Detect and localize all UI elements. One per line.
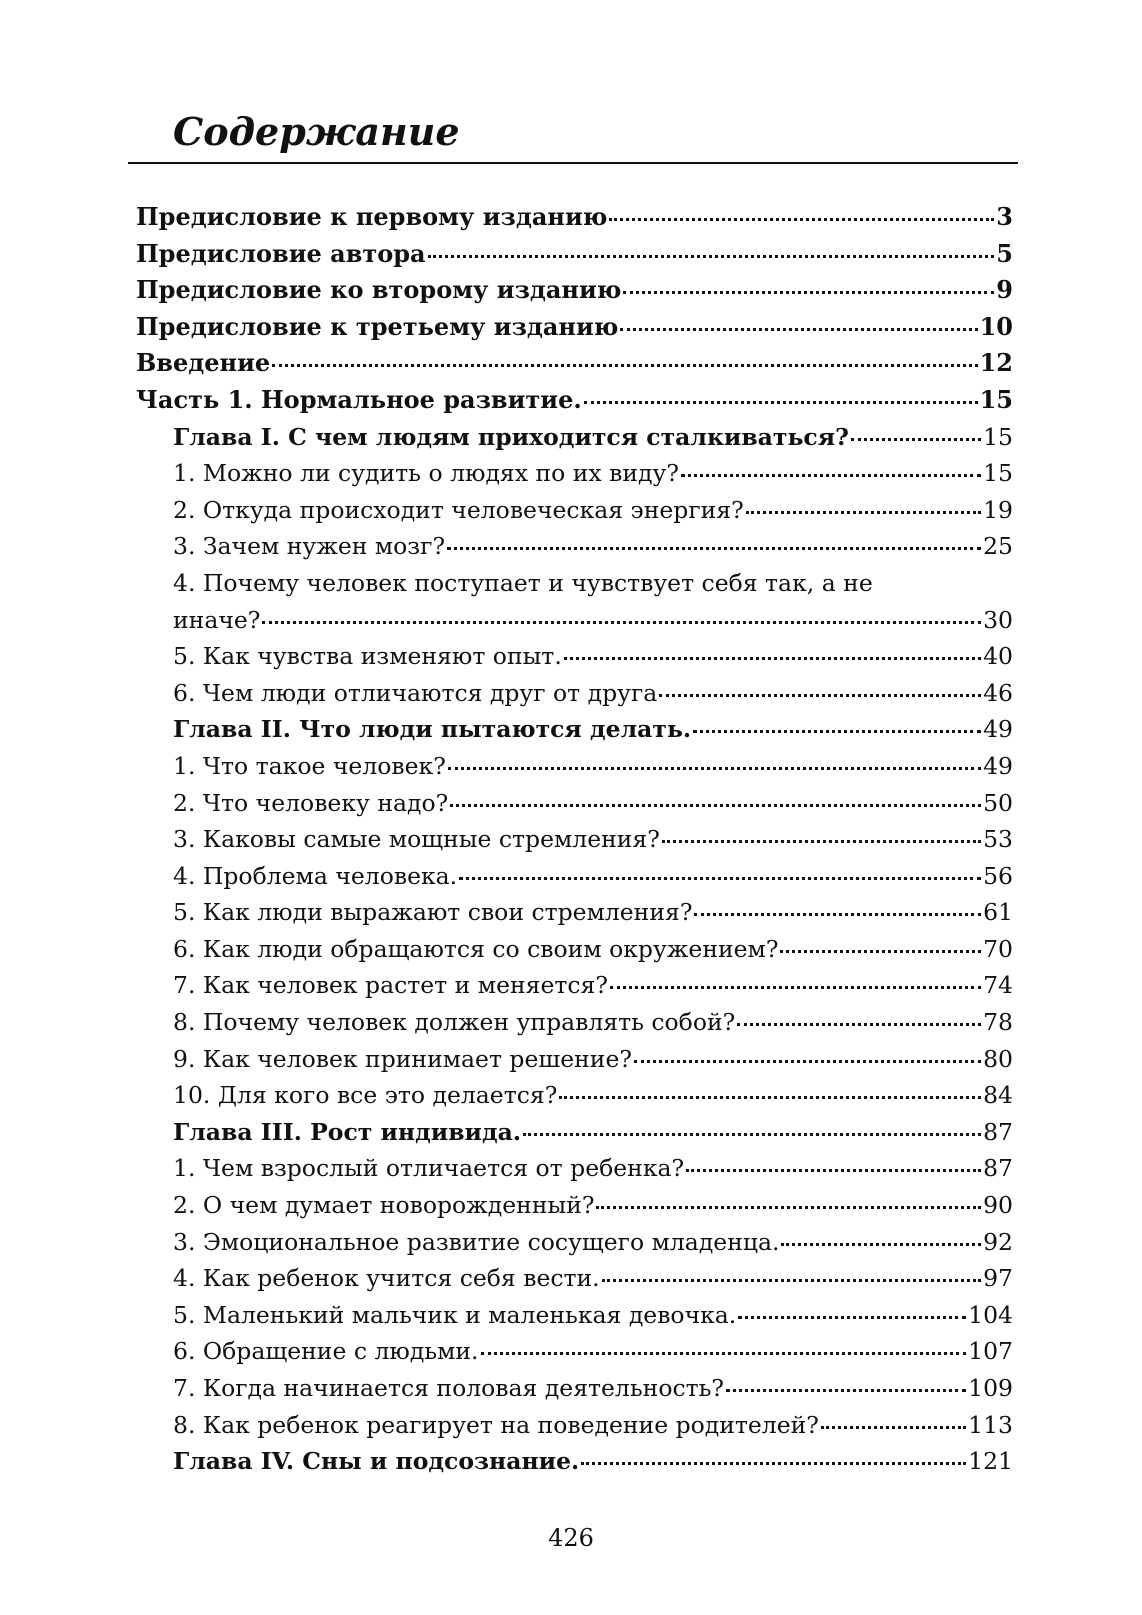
dot-leader xyxy=(262,620,981,624)
toc-entry-label: 4. Как ребенок учится себя вести. xyxy=(173,1264,600,1293)
toc-entry-page: 15 xyxy=(983,459,1013,488)
toc-entry-row xyxy=(136,345,1013,382)
toc-entry-row xyxy=(136,382,1013,419)
toc-entry-page: 87 xyxy=(983,1117,1013,1146)
toc-entry-row xyxy=(173,711,1013,748)
toc-entry-row xyxy=(173,967,1013,1004)
toc-entry-label: Предисловие автора xyxy=(136,238,426,268)
toc-entry-label: 6. Как люди обращаются со своим окружением? xyxy=(173,934,779,963)
toc-entry xyxy=(136,455,1013,492)
dot-leader xyxy=(609,217,994,221)
toc-entry-page: 40 xyxy=(983,642,1013,671)
toc-entry xyxy=(136,1041,1013,1078)
toc-entry-label: 2. Откуда происходит человеческая энергия? xyxy=(173,495,744,524)
toc-entry xyxy=(136,1370,1013,1407)
toc-entry-page: 30 xyxy=(983,605,1013,634)
toc-entry-label: Глава II. Что люди пытаются делать. xyxy=(173,715,692,744)
toc-entry xyxy=(136,492,1013,529)
toc-entry-page: 61 xyxy=(983,898,1013,927)
toc-entry-page: 49 xyxy=(983,715,1013,744)
toc-entry-label: 6. Обращение с людьми. xyxy=(173,1337,479,1366)
toc-entry-label: 5. Как чувства изменяют опыт. xyxy=(173,642,562,671)
dot-leader xyxy=(584,400,978,404)
toc-entry-row xyxy=(173,1077,1013,1114)
toc-entry xyxy=(136,1333,1013,1370)
toc-entry-row xyxy=(173,602,1013,639)
toc-entry-page: 50 xyxy=(983,788,1013,817)
dot-leader xyxy=(726,1388,966,1392)
dot-leader xyxy=(602,1278,981,1282)
toc-entry xyxy=(136,967,1013,1004)
dot-leader xyxy=(780,949,981,953)
toc-entry-row xyxy=(173,821,1013,858)
toc-entry xyxy=(136,858,1013,895)
toc-entry xyxy=(136,1224,1013,1261)
toc-entry-row xyxy=(173,1004,1013,1041)
toc-entry-label: Глава IV. Сны и подсознание. xyxy=(173,1447,580,1476)
toc-entry-label: 6. Чем люди отличаются друг от друга xyxy=(173,678,658,707)
toc-entry-label: Часть 1. Нормальное развитие. xyxy=(136,384,582,414)
toc-entry-label: 10. Для кого все это делается? xyxy=(173,1081,558,1110)
toc-entry-label: Предисловие ко второму изданию xyxy=(136,275,622,305)
toc-entry-row xyxy=(173,748,1013,785)
toc-entry-page: 9 xyxy=(996,275,1013,305)
toc-entry-label: 3. Зачем нужен мозг? xyxy=(173,532,446,561)
toc-entry-row xyxy=(173,1114,1013,1151)
toc-entry-row xyxy=(136,199,1013,236)
toc-entry xyxy=(136,1004,1013,1041)
toc-entry-row xyxy=(173,1297,1013,1334)
toc-entry-label: Введение xyxy=(136,348,271,378)
page-number: 426 xyxy=(548,1524,594,1552)
toc-entry xyxy=(136,236,1013,273)
toc-entry xyxy=(136,419,1013,456)
toc-entry-label: Глава III. Рост индивида. xyxy=(173,1117,522,1146)
dot-leader xyxy=(481,1351,967,1355)
toc-entry-page: 53 xyxy=(983,825,1013,854)
dot-leader xyxy=(272,363,977,367)
dot-leader xyxy=(596,1205,981,1209)
toc-entry xyxy=(136,1297,1013,1334)
dot-leader xyxy=(681,473,981,477)
toc-entry-page: 92 xyxy=(983,1227,1013,1256)
toc-entry-page: 70 xyxy=(983,934,1013,963)
toc-entry-label: 3. Каковы самые мощные стремления? xyxy=(173,825,660,854)
toc-entry xyxy=(136,528,1013,565)
toc-entry xyxy=(136,1077,1013,1114)
toc-entry-row xyxy=(173,1333,1013,1370)
toc-entry-page: 12 xyxy=(979,348,1013,378)
toc-entry-page: 90 xyxy=(983,1191,1013,1220)
toc-entry xyxy=(136,894,1013,931)
toc-entry xyxy=(136,931,1013,968)
toc-entry-row xyxy=(173,858,1013,895)
toc-entry xyxy=(136,785,1013,822)
dot-leader xyxy=(447,546,981,550)
toc-entry-page: 5 xyxy=(996,238,1013,268)
toc-entry-row xyxy=(173,419,1013,456)
toc-entry xyxy=(136,675,1013,712)
toc-entry-row xyxy=(173,492,1013,529)
toc-entry-label: 9. Как человек принимает решение? xyxy=(173,1044,632,1073)
dot-leader xyxy=(564,656,981,660)
dot-leader xyxy=(623,290,994,294)
toc-entry xyxy=(136,1443,1013,1480)
toc-entry-label: 3. Эмоциональное развитие сосущего младенца. xyxy=(173,1227,780,1256)
dot-leader xyxy=(610,985,981,989)
toc-entry-row xyxy=(173,785,1013,822)
toc-entry-label: 1. Чем взрослый отличается от ребенка? xyxy=(173,1154,685,1183)
toc-entry xyxy=(136,638,1013,675)
toc-entry-row xyxy=(136,309,1013,346)
dot-leader xyxy=(448,766,981,770)
toc-entry-page: 87 xyxy=(983,1154,1013,1183)
dot-leader xyxy=(737,1022,981,1026)
toc-entry-page: 107 xyxy=(968,1337,1013,1366)
toc-entry-label: Предисловие к третьему изданию xyxy=(136,311,619,341)
toc-entry xyxy=(136,1260,1013,1297)
toc-entry xyxy=(136,711,1013,748)
toc-entry-row xyxy=(173,528,1013,565)
toc-entry-row xyxy=(173,1187,1013,1224)
toc-entry-page: 10 xyxy=(979,311,1013,341)
dot-leader xyxy=(581,1461,966,1465)
toc-entry-row xyxy=(136,272,1013,309)
toc-entry-label: Глава I. С чем людям приходится сталкиваться? xyxy=(173,422,849,451)
toc-entry-row xyxy=(173,1370,1013,1407)
toc-entry-row xyxy=(173,1443,1013,1480)
toc-entry-row xyxy=(173,675,1013,712)
dot-leader xyxy=(781,1242,981,1246)
toc-entry-label: 2. Что человеку надо? xyxy=(173,788,449,817)
toc-entry-row xyxy=(173,1260,1013,1297)
dot-leader xyxy=(694,912,981,916)
toc-entry-page: 46 xyxy=(983,678,1013,707)
dot-leader xyxy=(459,876,981,880)
toc-entry xyxy=(136,1187,1013,1224)
dot-leader xyxy=(686,1168,981,1172)
toc-entry-label-continuation: иначе? xyxy=(173,605,261,634)
toc-entry-page: 84 xyxy=(983,1081,1013,1110)
toc-entry-row xyxy=(173,894,1013,931)
toc-entry xyxy=(136,345,1013,382)
dot-leader xyxy=(634,1059,981,1063)
dot-leader xyxy=(851,437,981,441)
toc-entry-row xyxy=(173,931,1013,968)
toc-entry-row xyxy=(173,1407,1013,1444)
toc-entry-row xyxy=(173,638,1013,675)
dot-leader xyxy=(559,1095,981,1099)
toc-entry-page: 56 xyxy=(983,861,1013,890)
toc-entry-page: 104 xyxy=(968,1300,1013,1329)
dot-leader xyxy=(738,1315,966,1319)
toc-entry-label: 5. Как люди выражают свои стремления? xyxy=(173,898,693,927)
toc-entry xyxy=(136,748,1013,785)
toc-entry-label: 4. Почему человек поступает и чувствует себя так, а не xyxy=(173,568,873,597)
toc-entry-page: 78 xyxy=(983,1008,1013,1037)
toc-entry-page: 113 xyxy=(968,1410,1013,1439)
toc-entry xyxy=(136,1407,1013,1444)
toc-entry xyxy=(136,821,1013,858)
toc-entry-label: 5. Маленький мальчик и маленькая девочка. xyxy=(173,1300,737,1329)
dot-leader xyxy=(662,839,981,843)
toc-entry-page: 15 xyxy=(983,422,1013,451)
toc-entry xyxy=(136,1114,1013,1151)
toc-entry xyxy=(136,199,1013,236)
toc-entry-label: 8. Как ребенок реагирует на поведение родителей? xyxy=(173,1410,819,1439)
toc-entry-page: 49 xyxy=(983,751,1013,780)
toc-entry-page: 19 xyxy=(983,495,1013,524)
toc-entry-label: 7. Когда начинается половая деятельность? xyxy=(173,1374,725,1402)
toc-entry-label: 7. Как человек растет и меняется? xyxy=(173,971,608,1000)
dot-leader xyxy=(428,254,995,258)
toc-entry-page: 25 xyxy=(983,532,1013,561)
table-of-contents xyxy=(136,199,1013,1480)
toc-entry-label: 1. Можно ли судить о людях по их виду? xyxy=(173,459,679,488)
dot-leader xyxy=(821,1425,966,1429)
dot-leader xyxy=(659,693,981,697)
toc-entry-row xyxy=(173,1041,1013,1078)
dot-leader xyxy=(693,729,981,733)
toc-entry xyxy=(136,382,1013,419)
dot-leader xyxy=(450,803,981,807)
toc-entry-page: 3 xyxy=(996,202,1013,231)
page-title: Содержание xyxy=(173,109,460,154)
toc-entry-row xyxy=(136,236,1013,273)
dot-leader xyxy=(746,510,981,514)
toc-entry-label: 1. Что такое человек? xyxy=(173,751,446,780)
toc-entry-label: 2. О чем думает новорожденный? xyxy=(173,1191,595,1220)
toc-entry-page: 74 xyxy=(983,971,1013,1000)
toc-entry-label: 8. Почему человек должен управлять собой? xyxy=(173,1008,736,1037)
toc-entry-page: 121 xyxy=(968,1447,1013,1476)
dot-leader xyxy=(523,1132,981,1136)
toc-entry xyxy=(136,272,1013,309)
toc-entry-label: Предисловие к первому изданию xyxy=(136,202,608,231)
toc-entry-row xyxy=(173,1150,1013,1187)
toc-entry-page: 109 xyxy=(968,1374,1013,1402)
toc-entry xyxy=(136,1150,1013,1187)
dot-leader xyxy=(620,327,977,331)
toc-entry-page: 97 xyxy=(983,1264,1013,1293)
title-rule xyxy=(128,162,1018,164)
toc-entry xyxy=(136,565,1013,638)
toc-entry-row xyxy=(173,1224,1013,1261)
toc-entry-label: 4. Проблема человека. xyxy=(173,861,458,890)
toc-entry xyxy=(136,309,1013,346)
toc-entry-row xyxy=(173,455,1013,492)
toc-entry-page: 15 xyxy=(979,384,1013,414)
toc-entry-page: 80 xyxy=(983,1044,1013,1073)
